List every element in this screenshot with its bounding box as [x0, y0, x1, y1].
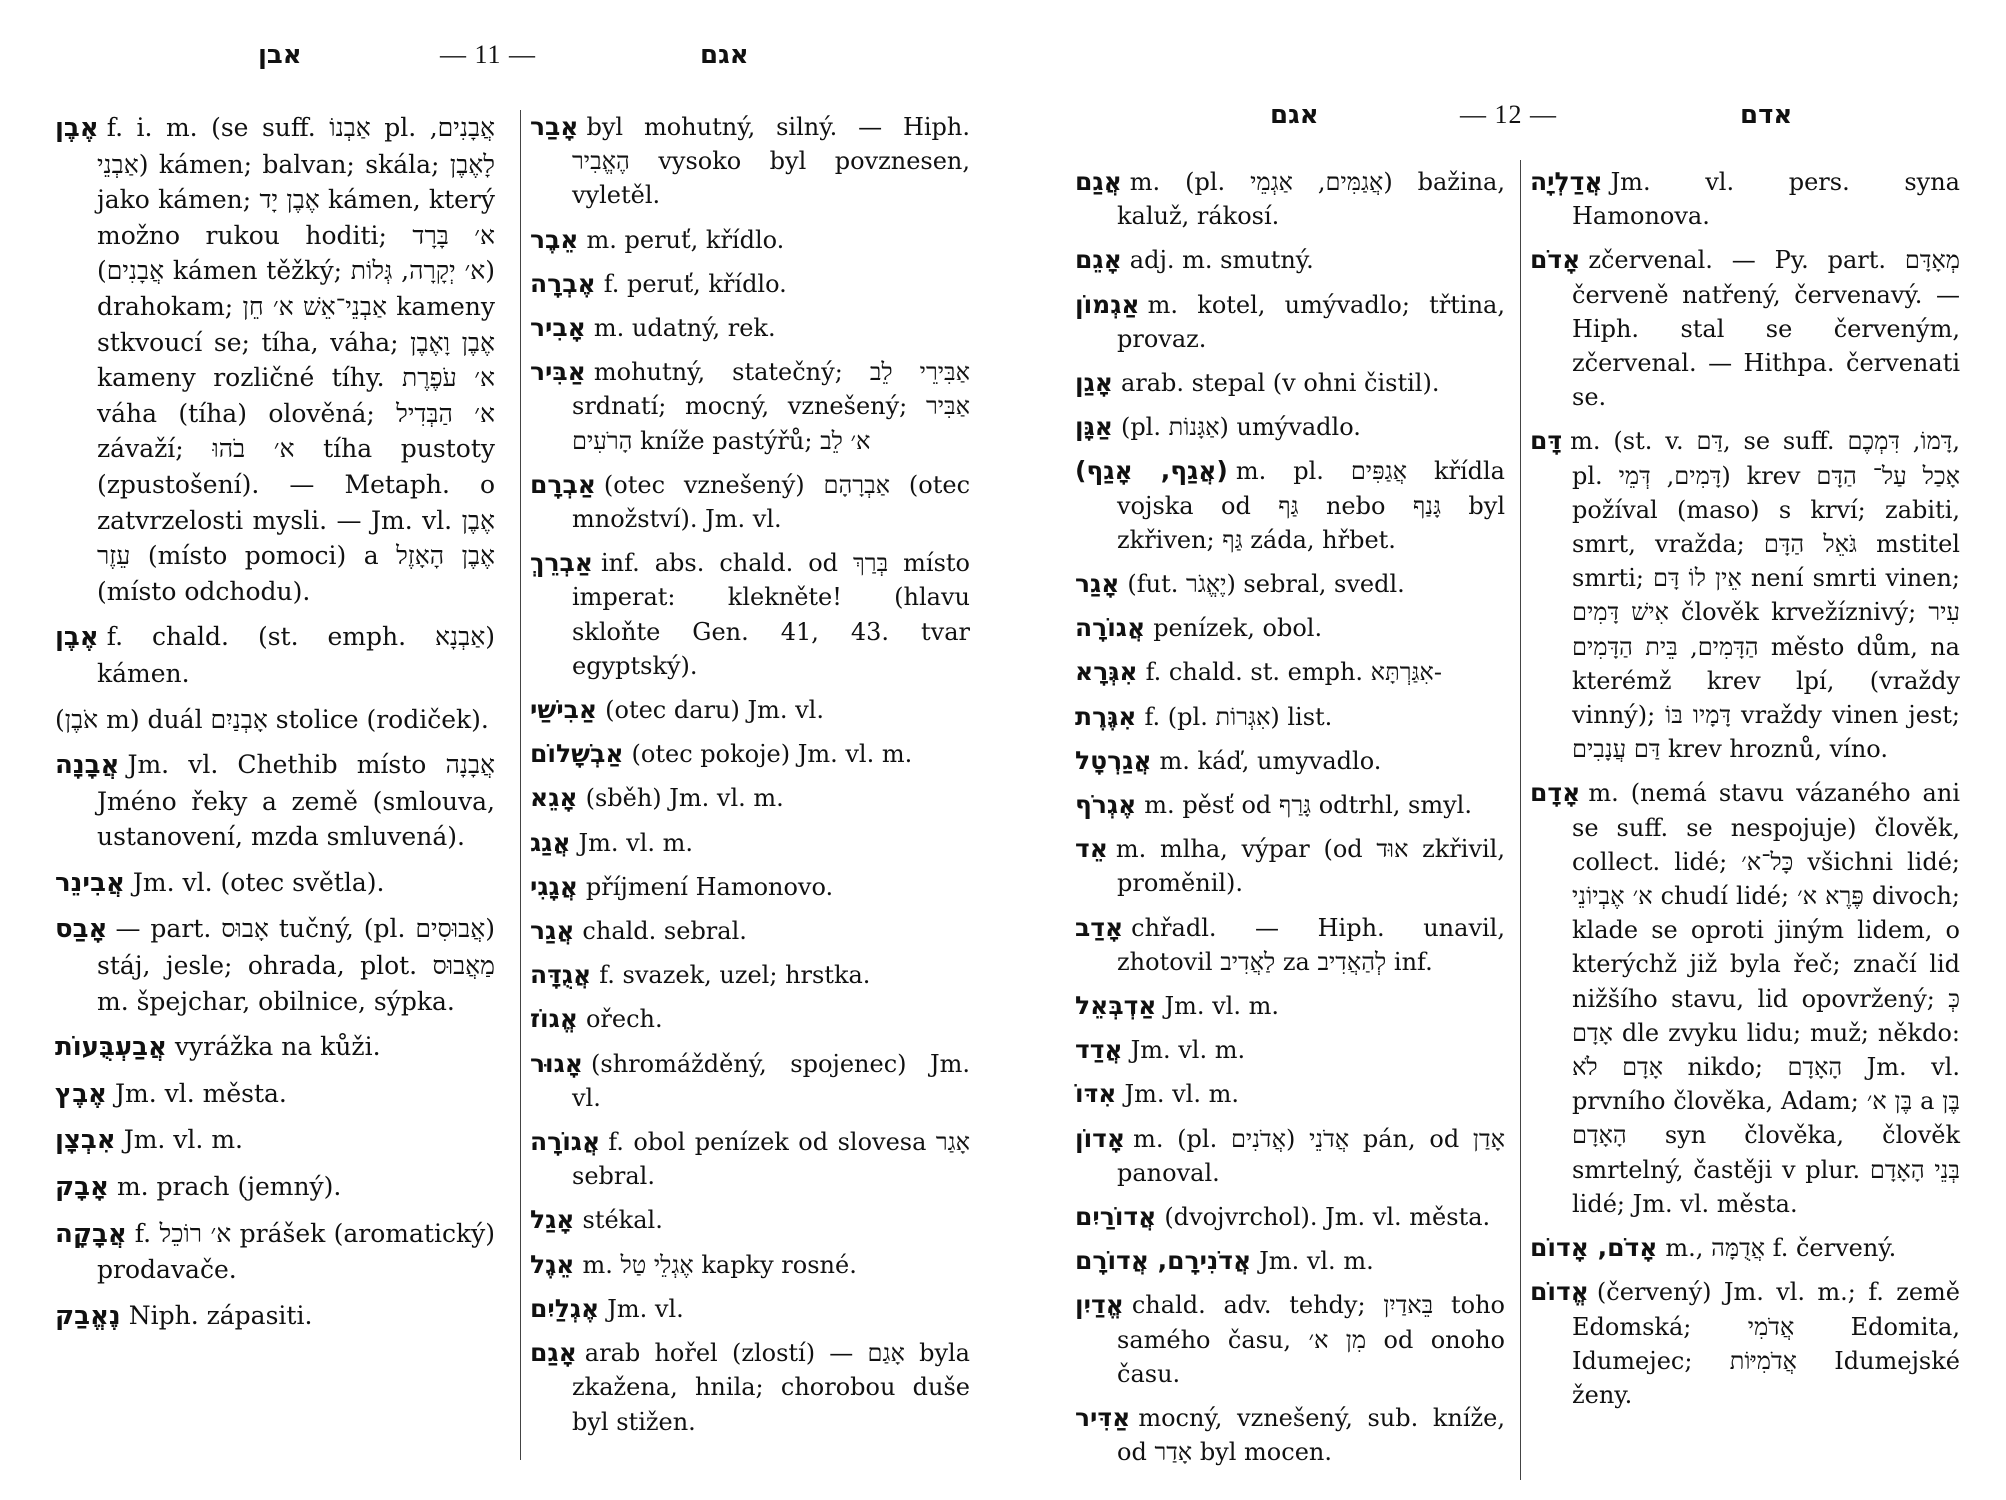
column-left: [55, 110, 495, 1344]
headword: אָבָק: [55, 1172, 109, 1203]
dictionary-entry: [55, 865, 495, 902]
definition: f. (pl. אִגְּרוֹת) list.: [1144, 702, 1333, 731]
headword: אֱדַיִן: [1075, 1290, 1124, 1320]
definition: f. peruť, křídlo.: [603, 269, 787, 298]
dictionary-entry: [530, 355, 970, 458]
dictionary-entry: [1530, 243, 1960, 414]
headword: אֲגוֹרָה: [1075, 613, 1146, 643]
dictionary-entry: [55, 1029, 495, 1066]
headword: אֶבֶץ: [55, 1078, 107, 1109]
headword: אַבִּיר: [530, 357, 586, 387]
headword: אָגַר: [1075, 569, 1120, 599]
definition: (pl. אַגָּנוֹת) umývadlo.: [1120, 413, 1361, 442]
definition: mocný, vznešený, sub. kníže, od אָדַר byl mocen.: [1117, 1404, 1505, 1467]
headword: אָבִיר: [530, 313, 586, 343]
header-page-number: — 12 —: [1460, 100, 1557, 129]
definition: chřadl. — Hiph. unavil, zhotovil לַאֲדִיב za לְהַאֲדִיב inf.: [1117, 913, 1505, 976]
header-page-number: — 11 —: [440, 40, 537, 69]
headword: אָגוּר: [530, 1048, 584, 1078]
header-guide-word-left: אגם: [1270, 100, 1319, 130]
definition: Jm. vl. pers. syna Hamonova.: [1572, 168, 1960, 231]
headword: אַבִישַׁי: [530, 695, 598, 725]
definition: inf. abs. chald. od בְּרַךְ místo imperat: klekněte! (hlavu skloňte Gen. 41, 43. tvar egyptský).: [572, 549, 970, 680]
headword: אֶגְרֹף: [1075, 790, 1137, 820]
dictionary-entry: [530, 1292, 970, 1326]
dictionary-entry: [1075, 832, 1505, 900]
headword: נֶאֱבַק: [55, 1300, 121, 1331]
dictionary-entry: [1075, 1244, 1505, 1278]
definition: f. i. m. (se suff. אַבְנוֹ pl. אֲבָנִים, אַבְנֵי) kámen; balvan; skála; לָאֶבֶן jako kámen; אֶבֶן יָד kámen, který možno rukou hoditi; א׳ בָּרָד (אֲבָנִים kámen těžký; א׳ יְקָרָה, גְּלוֹת) drahokam; אַבְנֵי־אֵשׁ א׳ חֵן kameny stkvoucí se; tíha, váha; אֶבֶן וָאֶבֶן kameny rozličné tíhy. א׳ עֹפֶרֶת váha (tíha) olověná; א׳ הַבְּדִיל závaží; א׳ בֹהוּ tíha pustoty (zpustošení). — Metaph. o zatvrzelosti mysli. — Jm. vl. אֶבֶן עֵזֶר (místo pomoci) a אֶבֶן הָאָזֶל (místo odchodu).: [97, 113, 496, 606]
definition: arab. stepal (v ohni čistil).: [1120, 369, 1440, 398]
definition: (אֹבֶן m) duál אָבְנַיִם stolice (rodiček).: [55, 704, 489, 734]
dictionary-entry: [1075, 243, 1505, 277]
headword: דָּם: [1530, 426, 1563, 456]
definition: adj. m. smutný.: [1129, 246, 1314, 275]
header-guide-word-right: אדם: [1740, 100, 1793, 130]
definition: m., אֲדֻמָּה f. červený.: [1665, 1234, 1897, 1263]
definition: příjmení Hamonovo.: [585, 872, 834, 901]
definition: Jm. vl. m.: [1259, 1247, 1374, 1276]
page-11: [0, 0, 1000, 1500]
dictionary-entry: [1075, 655, 1505, 689]
definition: m. prach (jemný).: [116, 1172, 342, 1202]
dictionary-entry: [530, 546, 970, 683]
definition: Jm. vl. m.: [1124, 1080, 1239, 1109]
dictionary-entry: [1075, 1200, 1505, 1234]
definition: (otec daru) Jm. vl.: [605, 696, 824, 725]
headword: (אֲגַף, אָגַף): [1075, 456, 1228, 486]
definition: f. א׳ רוֹכֵל prášek (aromatický) prodavače.: [97, 1218, 495, 1285]
headword: אָבַס: [55, 914, 108, 945]
dictionary-entry: [1075, 410, 1505, 444]
dictionary-entry: [530, 737, 970, 771]
dictionary-entry: [1075, 700, 1505, 734]
definition: — part. אָבוּס tučný, (pl. אֲבוּסִים) stáj, jesle; ohrada, plot. מַאֲבוּס m. špejchar, obilnice, sýpka.: [97, 914, 495, 1016]
headword: אָגֵם: [1075, 245, 1122, 275]
definition: (sběh) Jm. vl. m.: [585, 784, 784, 813]
definition: zčervenal. — Py. part. מְאָדָּם červeně natřený, červenavý. — Hiph. stal se červeným, zčervenal. — Hithpa. červenati se.: [1572, 246, 1960, 412]
definition: m. pl. אֲגַפִּים křídla vojska od גַּף nebo גָּנַף byl zkřiven; גַּף záda, hřbet.: [1117, 457, 1506, 554]
definition: m. (nemá stavu vázaného ani se suff. se nespojuje) člověk, collect. lidé; כָּל־א׳ všichni lidé; א׳ אֶבְיוֹנֵי chudí lidé; פֶּרֶא א׳ divoch; klade se oproti jiným lidem, o kterýchž již byla řeč; značí lid nižšího stavu, lid opovržený; כְּ אָדָם dle zvyku lidu; muž; někdo: אָדָם לֹא nikdo; הָאָדָם Jm. vl. prvního člověka, Adam; בֶּן א׳ a בֶּן הָאָדָם syn člověka, člověk smrtelný, častěji v plur. בְּנֵי הָאָדָם lidé; Jm. vl. města.: [1572, 779, 1961, 1218]
headword: אֲגָגִי: [530, 871, 578, 901]
headword: אֱדוֹם: [1530, 1277, 1589, 1307]
definition: Niph. zápasiti.: [128, 1300, 313, 1330]
definition: (fut. יֶאֱגֹר) sebral, svedl.: [1127, 570, 1405, 599]
dictionary-entry: [530, 826, 970, 860]
headword: אִבְצָן: [55, 1125, 116, 1156]
header-guide-word-left: אבן: [258, 40, 302, 70]
headword: אָגֵא: [530, 783, 578, 813]
dictionary-entry: [530, 110, 970, 213]
headword: אֲדוֹרַיִם: [1075, 1202, 1157, 1232]
definition: m. (pl. אֲדֹנִים) אֲדֹנֵי pán, od אָדַן panoval.: [1117, 1124, 1505, 1187]
definition: chald. adv. tehdy; בֵּאדַיִן toho samého času, מִן א׳ od onoho času.: [1117, 1291, 1505, 1388]
headword: אֲדֹנִירָם, אֲדוֹרָם: [1075, 1246, 1252, 1276]
headword: אָדֹם: [1530, 245, 1581, 275]
definition: Jm. vl.: [607, 1294, 684, 1323]
column-right: [530, 110, 970, 1449]
headword: אָדָם: [1530, 778, 1581, 808]
dictionary-entry: [530, 1125, 970, 1193]
headword: אֲדַלְיָה: [1530, 167, 1603, 196]
headword: אַדְבְּאֵל: [1075, 991, 1157, 1021]
dictionary-entry: [1530, 424, 1960, 766]
headword: אֲבִינֵר: [55, 867, 125, 898]
dictionary-entry: [1075, 165, 1505, 233]
dictionary-entry: [1075, 911, 1505, 979]
headword: אֱגוֹז: [530, 1004, 578, 1034]
headword: אִגְּרָא: [1075, 657, 1138, 687]
dictionary-entry: [530, 311, 970, 345]
dictionary-entry: [1075, 288, 1505, 356]
definition: Jm. vl. m.: [578, 828, 694, 857]
dictionary-entry: [1075, 1122, 1505, 1190]
headword: אָגַל: [530, 1205, 575, 1235]
definition: Jm. vl. m.: [1164, 992, 1279, 1021]
headword: אָדַב: [1075, 912, 1124, 942]
column-divider: [1520, 160, 1521, 1480]
definition: Jm. vl. města.: [114, 1078, 287, 1108]
definition: f. chald. st. emph. אִגַּרְתָּא-: [1145, 658, 1442, 687]
dictionary-entry: [55, 1216, 495, 1288]
headword: אַבְרָם: [530, 469, 596, 499]
definition: (otec vznešený) אַבְרָהָם (otec množství). Jm. vl.: [572, 470, 971, 534]
dictionary-entry: [55, 702, 495, 738]
definition: chald. sebral.: [582, 917, 747, 946]
dictionary-entry: [55, 1298, 495, 1335]
definition: m. אֶגְלֵי טַל kapky rosné.: [582, 1250, 857, 1279]
dictionary-entry: [1530, 1275, 1960, 1412]
dictionary-entry: [530, 223, 970, 257]
definition: arab hořel (zlostí) — אָגַם byla zkažena, hnila; chorobou duše byl stižen.: [572, 1339, 970, 1436]
definition: (červený) Jm. vl. m.; f. země Edomská; אֲדֹמִי Edomita, Idumejec; אֲדֹמִיּוֹת Idumejské ženy.: [1572, 1278, 1960, 1409]
headword: אַדִּיר: [1075, 1403, 1131, 1433]
headword: אַגָּן: [1075, 412, 1113, 442]
page-12: [1040, 0, 2006, 1500]
dictionary-entry: [1075, 1077, 1505, 1111]
headword: אֲדַד: [1075, 1035, 1123, 1065]
headword: אֲגַם: [1075, 167, 1122, 196]
dictionary-entry: [55, 747, 495, 855]
headword: אֲבָנָה: [55, 750, 120, 781]
definition: m. káď, umyvadlo.: [1159, 746, 1382, 775]
headword: אַגְמוֹן: [1075, 289, 1140, 319]
headword: אַבְרֵךְ: [530, 548, 593, 578]
headword: אֲגַר: [530, 916, 575, 946]
headword: אָבַר: [530, 112, 579, 141]
headword: אֲבָקָה: [55, 1218, 127, 1249]
definition: m. peruť, křídlo.: [586, 225, 785, 254]
headword: אָדוֹן: [1075, 1123, 1126, 1153]
dictionary-entry: [530, 1336, 970, 1439]
dictionary-entry: [530, 1002, 970, 1036]
dictionary-entry: [1075, 366, 1505, 400]
dictionary-entry: [530, 1203, 970, 1237]
headword: אִגֶּרֶת: [1075, 701, 1137, 731]
dictionary-entry: [1075, 989, 1505, 1023]
definition: Jm. vl. m.: [123, 1125, 243, 1155]
definition: Jm. vl. m.: [1130, 1036, 1246, 1065]
dictionary-entry: [530, 267, 970, 301]
headword: אָגַם: [530, 1338, 577, 1368]
dictionary-entry: [1530, 165, 1960, 233]
definition: m. pěsť od גָּרַף odtrhl, smyl.: [1144, 791, 1472, 820]
dictionary-entry: [55, 911, 495, 1019]
definition: stékal.: [582, 1206, 663, 1235]
headword: אֶבְרָה: [530, 268, 596, 298]
dictionary-entry: [55, 1076, 495, 1113]
dictionary-entry: [1075, 1288, 1505, 1391]
headword: אֶבֶן: [55, 113, 99, 143]
dictionary-entry: [530, 914, 970, 948]
header-guide-word-right: אגם: [700, 40, 749, 70]
definition: m. kotel, umývadlo; třtina, provaz.: [1117, 290, 1505, 353]
column-right: [1530, 165, 1960, 1422]
definition: ořech.: [585, 1005, 663, 1034]
definition: m. (st. v. דַּם, se suff. דָּמוֹ, דִּמְכֶם, pl. דָּמִים, דְּמֵי) krev אָכַל עַל־ הַדָּם požíval (maso) s krví; zabiti, smrt, vražda; גֹּאֵל הַדָּם mstitel smrti; אֵין לוֹ דָּם není smrti vinen; אִישׁ דָּמִים člověk krvežíznivý; עִיר הַדָּמִים, בֵּית הַדָּמִים město dům, na kterémž krev lpí, (vraždy vinný); דָּמָיו בּוֹ vraždy vinen jest; דַּם עֲנָבִים krev hroznů, víno.: [1570, 427, 1961, 764]
definition: f. chald. (st. emph. אַבְנָא) kámen.: [97, 622, 495, 688]
definition: (shromážděný, spojenec) Jm. vl.: [572, 1049, 970, 1112]
definition: Jm. vl. Chethib místo אֲבָנָה Jméno řeky a země (smlouva, ustanovení, mzda smluvená).: [97, 750, 495, 852]
definition: penízek, obol.: [1153, 614, 1323, 643]
headword: אֲבַעְבֻּעוֹת: [55, 1032, 167, 1063]
headword: אֵד: [1075, 834, 1108, 864]
definition: m. (pl. אֲגַמִּים, אַגְמֵי) bažina, kaluž, rákosí.: [1117, 168, 1505, 231]
dictionary-entry: [530, 1047, 970, 1115]
dictionary-entry: [55, 1122, 495, 1159]
dictionary-entry: [55, 619, 495, 691]
column-divider: [520, 110, 521, 1460]
definition: (otec pokoje) Jm. vl. m.: [631, 740, 913, 769]
dictionary-entry: [55, 110, 495, 609]
dictionary-entry: [1075, 1401, 1505, 1469]
dictionary-entry: [530, 693, 970, 727]
dictionary-entry: [530, 468, 970, 536]
headword: אֲגוֹרָה: [530, 1127, 601, 1157]
dictionary-entry: [1530, 776, 1960, 1221]
headword: אֵבֶר: [530, 224, 579, 254]
headword: אֲגַרְטָל: [1075, 745, 1152, 775]
dictionary-entry: [55, 1169, 495, 1206]
dictionary-entry: [1530, 1231, 1960, 1265]
headword: אָדֹם, אָדוֹם: [1530, 1233, 1658, 1263]
headword: אֶבֶן: [55, 622, 99, 653]
headword: אִדּוֹ: [1075, 1079, 1117, 1109]
headword: אֲגֻדָּה: [530, 960, 592, 990]
headword: אֵגֶל: [530, 1249, 575, 1279]
dictionary-entry: [1075, 611, 1505, 645]
dictionary-entry: [530, 1248, 970, 1282]
definition: vyrážka na kůži.: [174, 1032, 381, 1062]
dictionary-entry: [530, 958, 970, 992]
definition: m. udatný, rek.: [593, 314, 776, 343]
headword: אַבְשָׁלוֹם: [530, 739, 624, 769]
dictionary-entry: [1075, 788, 1505, 822]
headword: אָגַן: [1075, 368, 1113, 398]
definition: mohutný, statečný; אַבִּירֵי לֵב srdnatí; mocný, vznešený; אַבִּיר הָרֹעִים kníže pastýřů; א׳ לֵב: [572, 358, 971, 455]
dictionary-entry: [1075, 454, 1505, 557]
definition: byl mohutný, silný. — Hiph. הֶאֱבִיר vysoko byl povznesen, vyletěl.: [572, 113, 970, 210]
dictionary-entry: [1075, 567, 1505, 601]
definition: (dvojvrchol). Jm. vl. města.: [1164, 1203, 1491, 1232]
headword: אֲגַג: [530, 827, 571, 857]
dictionary-entry: [530, 870, 970, 904]
definition: m. mlha, výpar (od אוּד zkřivil, proměnil).: [1115, 835, 1505, 898]
dictionary-entry: [1075, 744, 1505, 778]
headword: אֶגְלַיִם: [530, 1293, 600, 1323]
dictionary-entry: [530, 781, 970, 815]
definition: Jm. vl. (otec světla).: [132, 867, 385, 897]
column-left: [1075, 165, 1505, 1480]
dictionary-entry: [1075, 1033, 1505, 1067]
definition: f. svazek, uzel; hrstka.: [599, 961, 871, 990]
definition: f. obol penízek od slovesa אָגַר sebral.: [572, 1128, 970, 1191]
